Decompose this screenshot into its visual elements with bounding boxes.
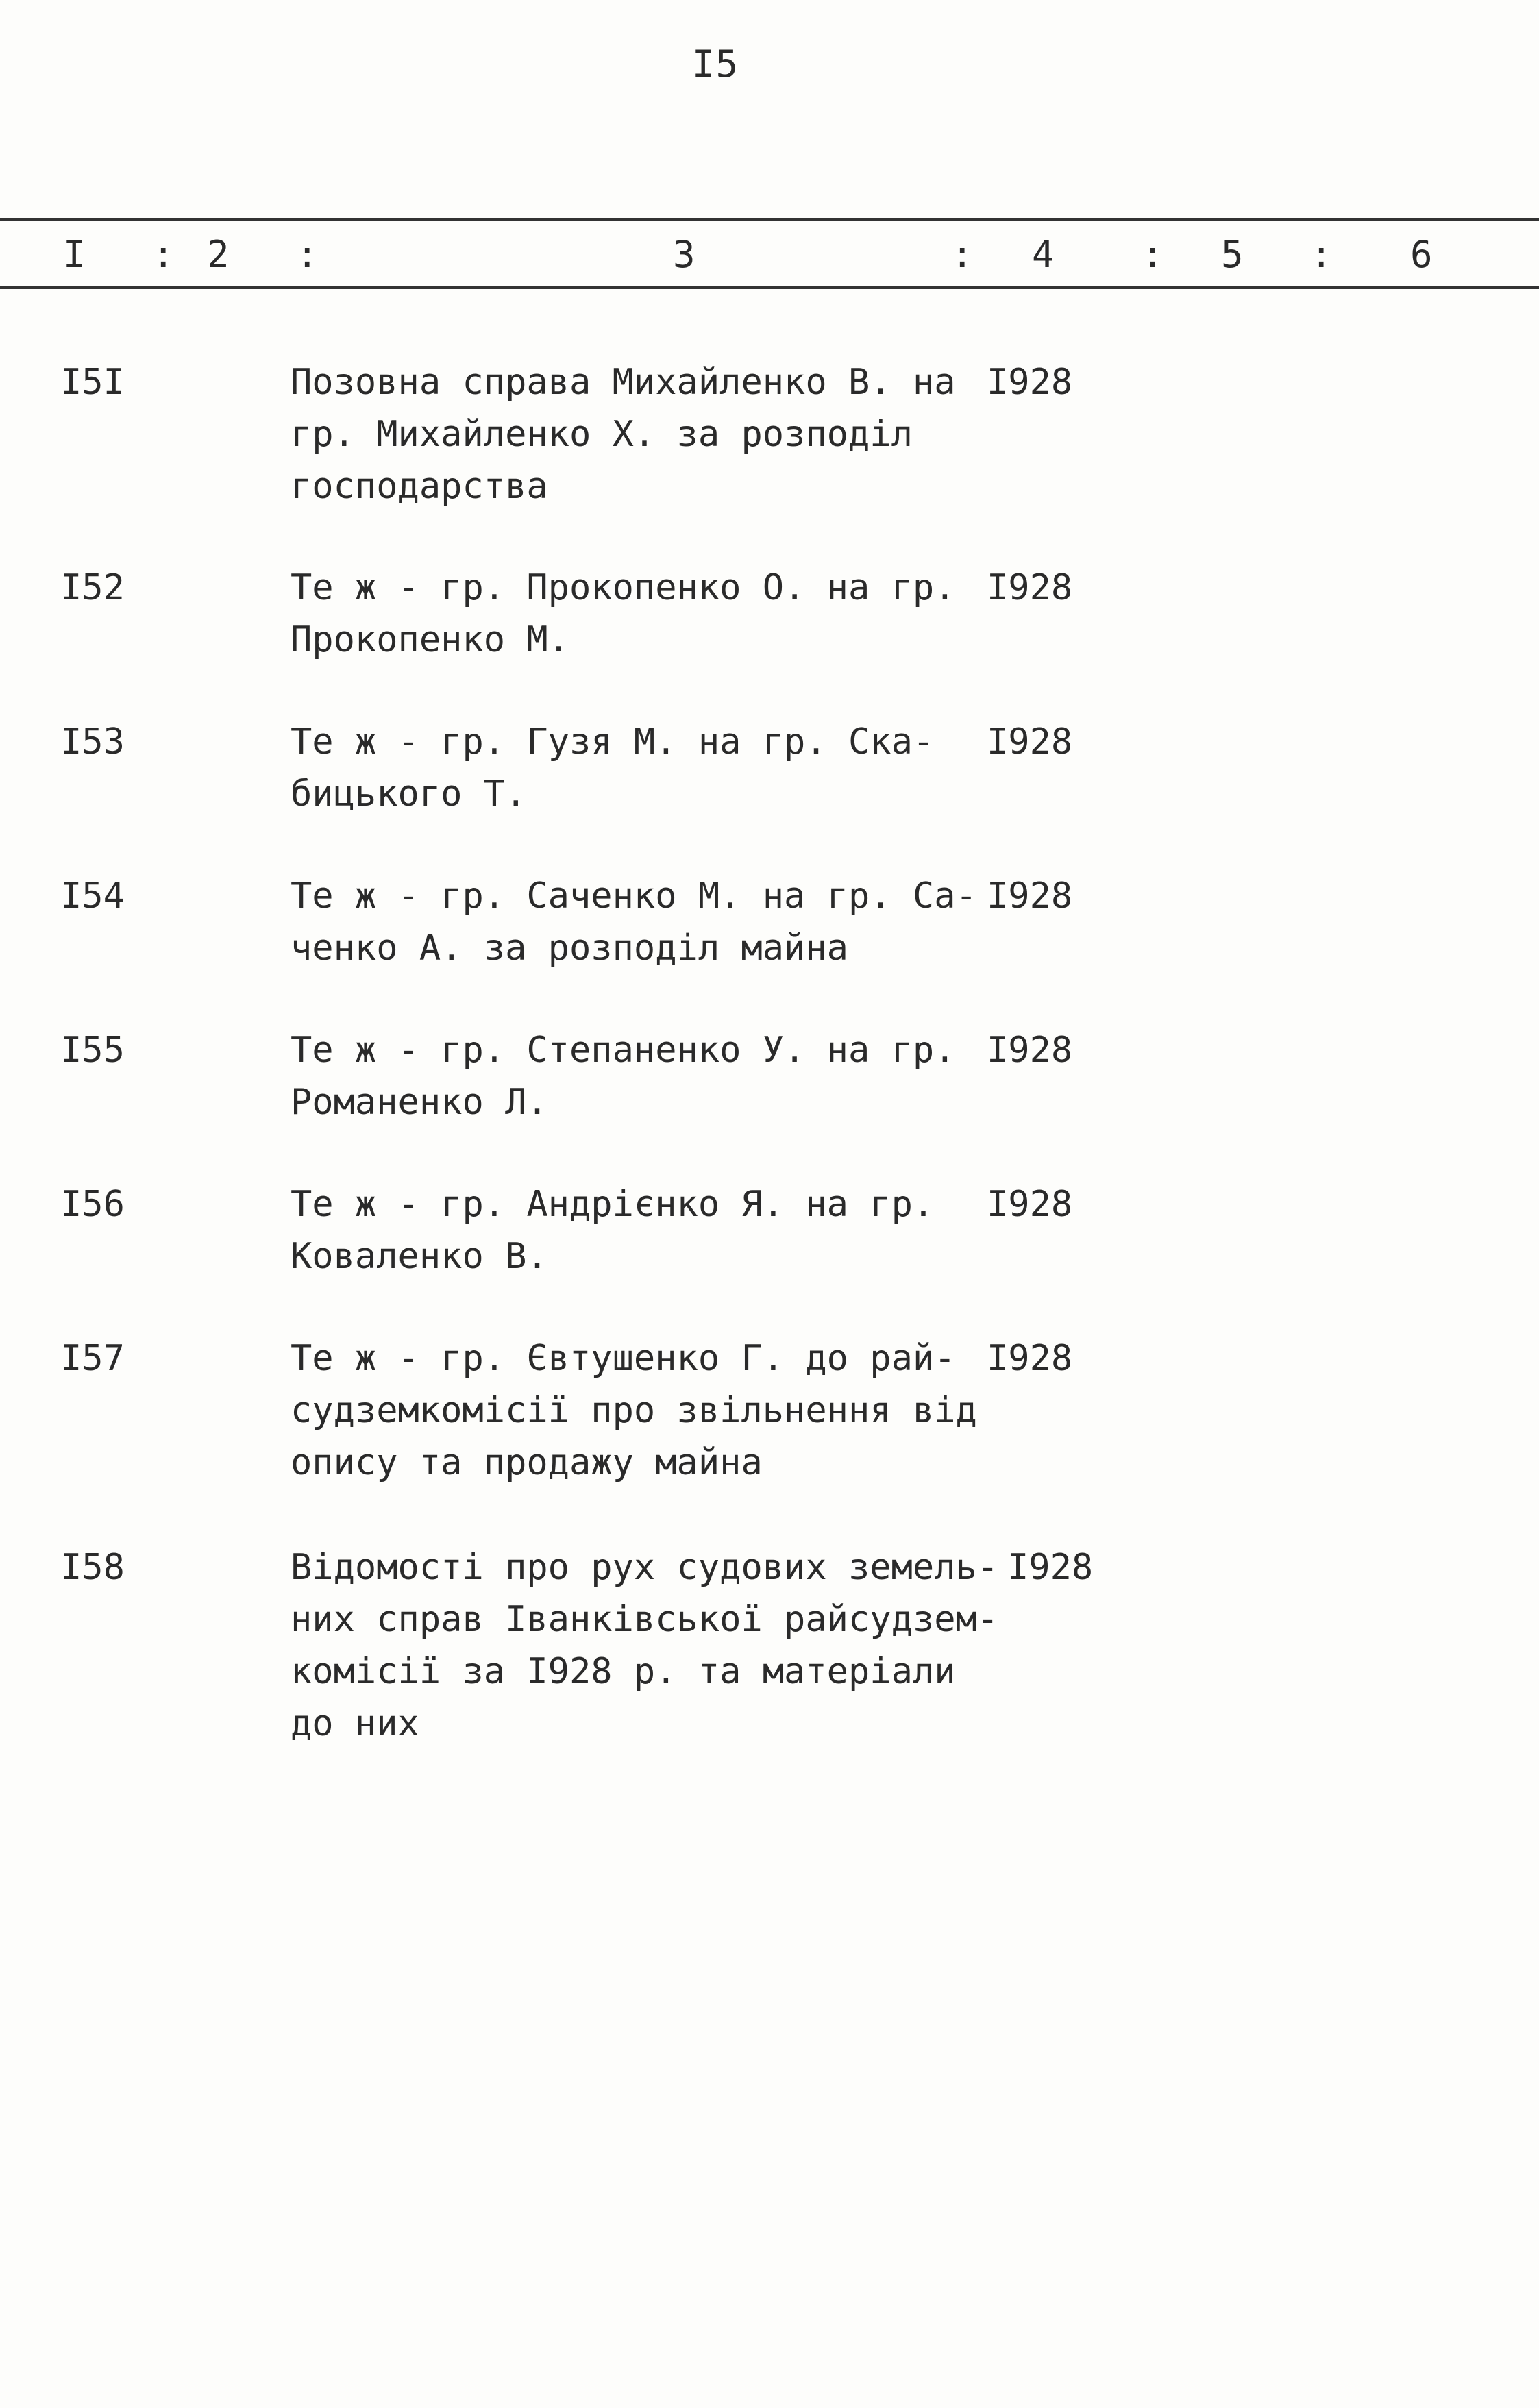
description-line: бицького Т.	[291, 773, 527, 815]
description-line: Те ж - гр. Степаненко У. на гр.	[291, 1030, 956, 1071]
entry-description	[291, 1332, 976, 1489]
description-line: Те ж - гр. Євтушенко Г. до рай-	[291, 1338, 956, 1379]
entry-year: I928	[987, 876, 1073, 917]
entry-description	[291, 1024, 976, 1128]
description-line: Коваленко В.	[291, 1236, 548, 1277]
column-header-3: 3	[673, 233, 695, 276]
column-header-1: I	[63, 233, 86, 276]
column-header-6: 6	[1410, 233, 1433, 276]
column-header-5: 5	[1221, 233, 1244, 276]
entry-year: I928	[987, 1184, 1073, 1225]
description-line: господарства	[291, 466, 548, 507]
column-separator: :	[1310, 233, 1333, 276]
description-line: ченко А. за розподіл майна	[291, 928, 848, 969]
entry-year: I928	[987, 721, 1073, 762]
description-line: Відомості про рух судових земель-	[291, 1547, 999, 1588]
description-line: гр. Михайленко Х. за розподіл	[291, 414, 913, 455]
entry-year: I928	[987, 1338, 1073, 1379]
description-line: Прокопенко М.	[291, 619, 569, 660]
entry-year: I928	[987, 567, 1073, 608]
description-line: судземкомісії про звільнення від	[291, 1390, 977, 1431]
entry-number: I57	[60, 1338, 125, 1379]
entry-description	[291, 1178, 976, 1282]
table-top-rule	[0, 218, 1539, 221]
entry-description	[291, 716, 976, 820]
entry-description	[291, 562, 976, 666]
entry-number: I56	[60, 1184, 125, 1225]
entry-description	[291, 1541, 999, 1750]
description-line: до них	[291, 1703, 419, 1744]
entry-year: I928	[987, 362, 1073, 403]
entry-year: I928	[987, 1030, 1073, 1071]
description-line: Романенко Л.	[291, 1082, 548, 1123]
entry-number: I5I	[60, 362, 125, 403]
description-line: них справ Іванківської райсудзем-	[291, 1599, 999, 1640]
column-separator: :	[296, 233, 319, 276]
column-separator: :	[1142, 233, 1164, 276]
entry-number: I52	[60, 567, 125, 608]
entry-description	[291, 356, 976, 512]
entry-number: I55	[60, 1030, 125, 1071]
entry-description	[291, 870, 976, 974]
description-line: Те ж - гр. Андрієнко Я. на гр.	[291, 1184, 935, 1225]
description-line: Те ж - гр. Прокопенко О. на гр.	[291, 567, 956, 608]
column-separator: :	[951, 233, 974, 276]
entry-number: I53	[60, 721, 125, 762]
entry-number: I58	[60, 1547, 125, 1588]
description-line: Те ж - гр. Гузя М. на гр. Ска-	[291, 721, 935, 762]
description-line: Позовна справа Михайленко В. на	[291, 362, 956, 403]
column-header-2: 2	[207, 233, 230, 276]
description-line: опису та продажу майна	[291, 1442, 763, 1483]
column-separator: :	[152, 233, 175, 276]
page-number: I5	[692, 42, 740, 86]
description-line: Те ж - гр. Саченко М. на гр. Са-	[291, 876, 977, 917]
entry-year: I928	[1007, 1547, 1094, 1588]
description-line: комісії за I928 р. та матеріали	[291, 1651, 956, 1692]
column-header-row	[0, 233, 1539, 281]
entry-number: I54	[60, 876, 125, 917]
table-header-rule	[0, 286, 1539, 289]
column-header-4: 4	[1032, 233, 1055, 276]
